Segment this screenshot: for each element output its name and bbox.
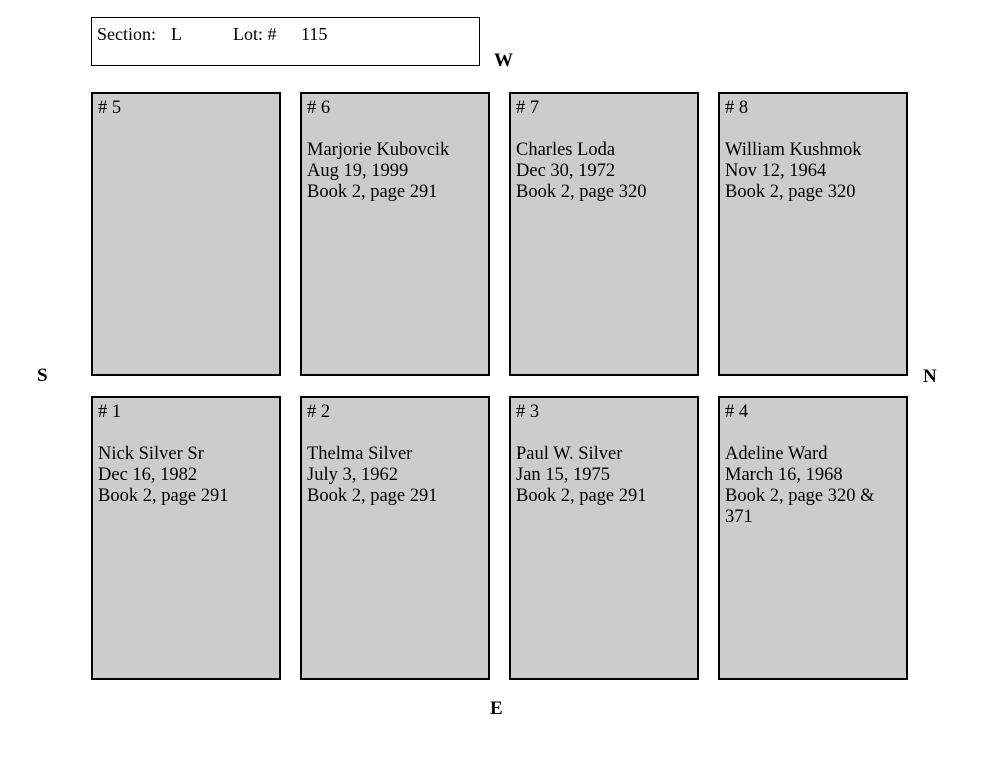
plot-date: Jan 15, 1975 xyxy=(516,465,611,485)
section-value: L xyxy=(171,24,182,44)
plot-number: # 5 xyxy=(98,98,122,118)
plot-date: Nov 12, 1964 xyxy=(725,161,827,181)
plot-5 xyxy=(91,92,281,376)
plot-date: Dec 16, 1982 xyxy=(98,465,198,485)
compass-north-label: N xyxy=(923,366,937,387)
compass-west-label: W xyxy=(494,50,513,71)
plot-name: Nick Silver Sr xyxy=(98,444,204,464)
plot-book-ref: Book 2, page 291 xyxy=(307,486,438,506)
plot-number: # 2 xyxy=(307,402,331,422)
plot-book-ref: Book 2, page 320 xyxy=(516,182,647,202)
plot-number: # 4 xyxy=(725,402,749,422)
compass-east-label: E xyxy=(490,698,503,719)
lot-header-box xyxy=(91,17,480,66)
plot-number: # 6 xyxy=(307,98,331,118)
plot-name: Marjorie Kubovcik xyxy=(307,140,450,160)
plot-4 xyxy=(718,396,908,680)
plot-number: # 8 xyxy=(725,98,749,118)
lot-value: 115 xyxy=(301,24,328,44)
plot-6 xyxy=(300,92,490,376)
plot-name: Paul W. Silver xyxy=(516,444,623,464)
plot-3 xyxy=(509,396,699,680)
plot-book-ref: Book 2, page 291 xyxy=(516,486,647,506)
plot-date: Aug 19, 1999 xyxy=(307,161,409,181)
plot-date: March 16, 1968 xyxy=(725,465,843,485)
compass-south-label: S xyxy=(37,365,48,386)
plot-date: Dec 30, 1972 xyxy=(516,161,616,181)
plot-name: Charles Loda xyxy=(516,140,616,160)
plot-1 xyxy=(91,396,281,680)
plot-book-ref: Book 2, page 291 xyxy=(98,486,229,506)
plot-number: # 7 xyxy=(516,98,540,118)
section-label: Section: xyxy=(97,24,156,44)
plot-8 xyxy=(718,92,908,376)
plot-2 xyxy=(300,396,490,680)
lot-label: Lot: # xyxy=(233,24,277,44)
plot-number: # 1 xyxy=(98,402,122,422)
plot-number: # 3 xyxy=(516,402,540,422)
plot-name: William Kushmok xyxy=(725,140,862,160)
plot-book-ref: Book 2, page 320 & 371 xyxy=(725,486,875,527)
plot-book-ref: Book 2, page 320 xyxy=(725,182,856,202)
plot-name: Thelma Silver xyxy=(307,444,413,464)
plot-7 xyxy=(509,92,699,376)
plot-book-ref: Book 2, page 291 xyxy=(307,182,438,202)
plot-name: Adeline Ward xyxy=(725,444,828,464)
plot-date: July 3, 1962 xyxy=(307,465,398,485)
